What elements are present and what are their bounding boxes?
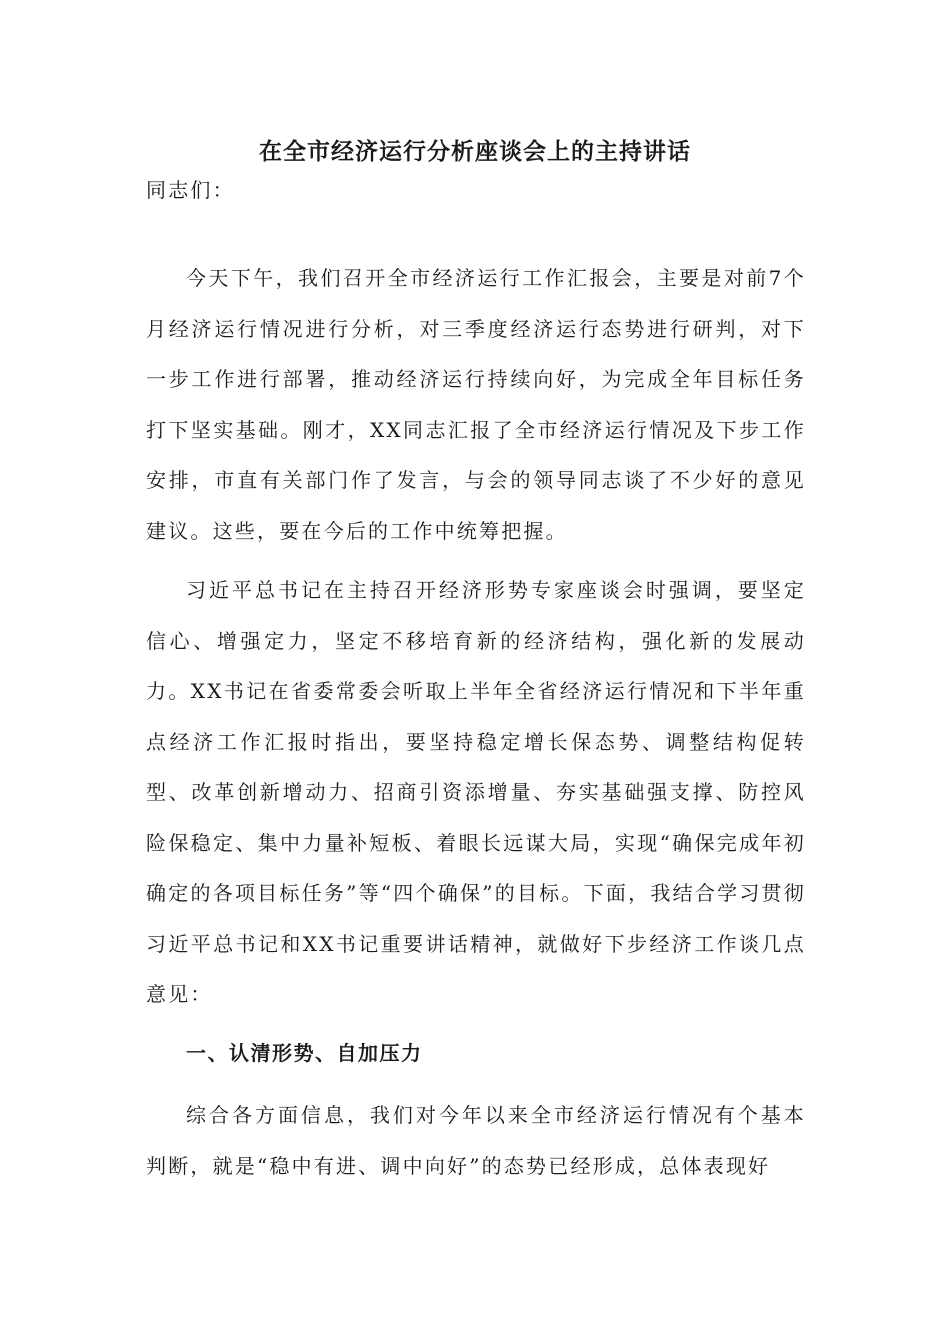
paragraph-section-1: 综合各方面信息，我们对今年以来全市经济运行情况有个基本判断，就是“稳中有进、调中向好”的态势已经形成，总体表现好 xyxy=(146,1103,806,1178)
document-title: 在全市经济运行分析座谈会上的主持讲话 xyxy=(259,138,691,165)
section-heading-1: 一、认清形势、自加压力 xyxy=(186,1041,423,1065)
greeting: 同志们： xyxy=(146,178,235,202)
paragraph-instructions: 习近平总书记在主持召开经济形势专家座谈会时强调，要坚定信心、增强定力，坚定不移培育新的经济结构，强化新的发展动力。XX书记在省委常委会听取上半年全省经济运行情况和下半年重点经济工作汇报时指出，要坚持稳定增长保态势、调整结构促转型、改革创新增动力、招商引资添增量、夯实基础强支撑、防控风险保稳定、集中力量补短板、着眼长远谋大局，实现“确保完成年初确定的各项目标任务”等“四个确保”的目标。下面，我结合学习贯彻习近平总书记和XX书记重要讲话精神，就做好下步经济工作谈几点意见： xyxy=(146,578,806,1006)
paragraph-intro: 今天下午，我们召开全市经济运行工作汇报会，主要是对前7个月经济运行情况进行分析，对三季度经济运行态势进行研判，对下一步工作进行部署，推动经济运行持续向好，为完成全年目标任务打下坚实基础。刚才，XX同志汇报了全市经济运行情况及下步工作安排，市直有关部门作了发言，与会的领导同志谈了不少好的意见建议。这些，要在今后的工作中统筹把握。 xyxy=(146,266,806,543)
